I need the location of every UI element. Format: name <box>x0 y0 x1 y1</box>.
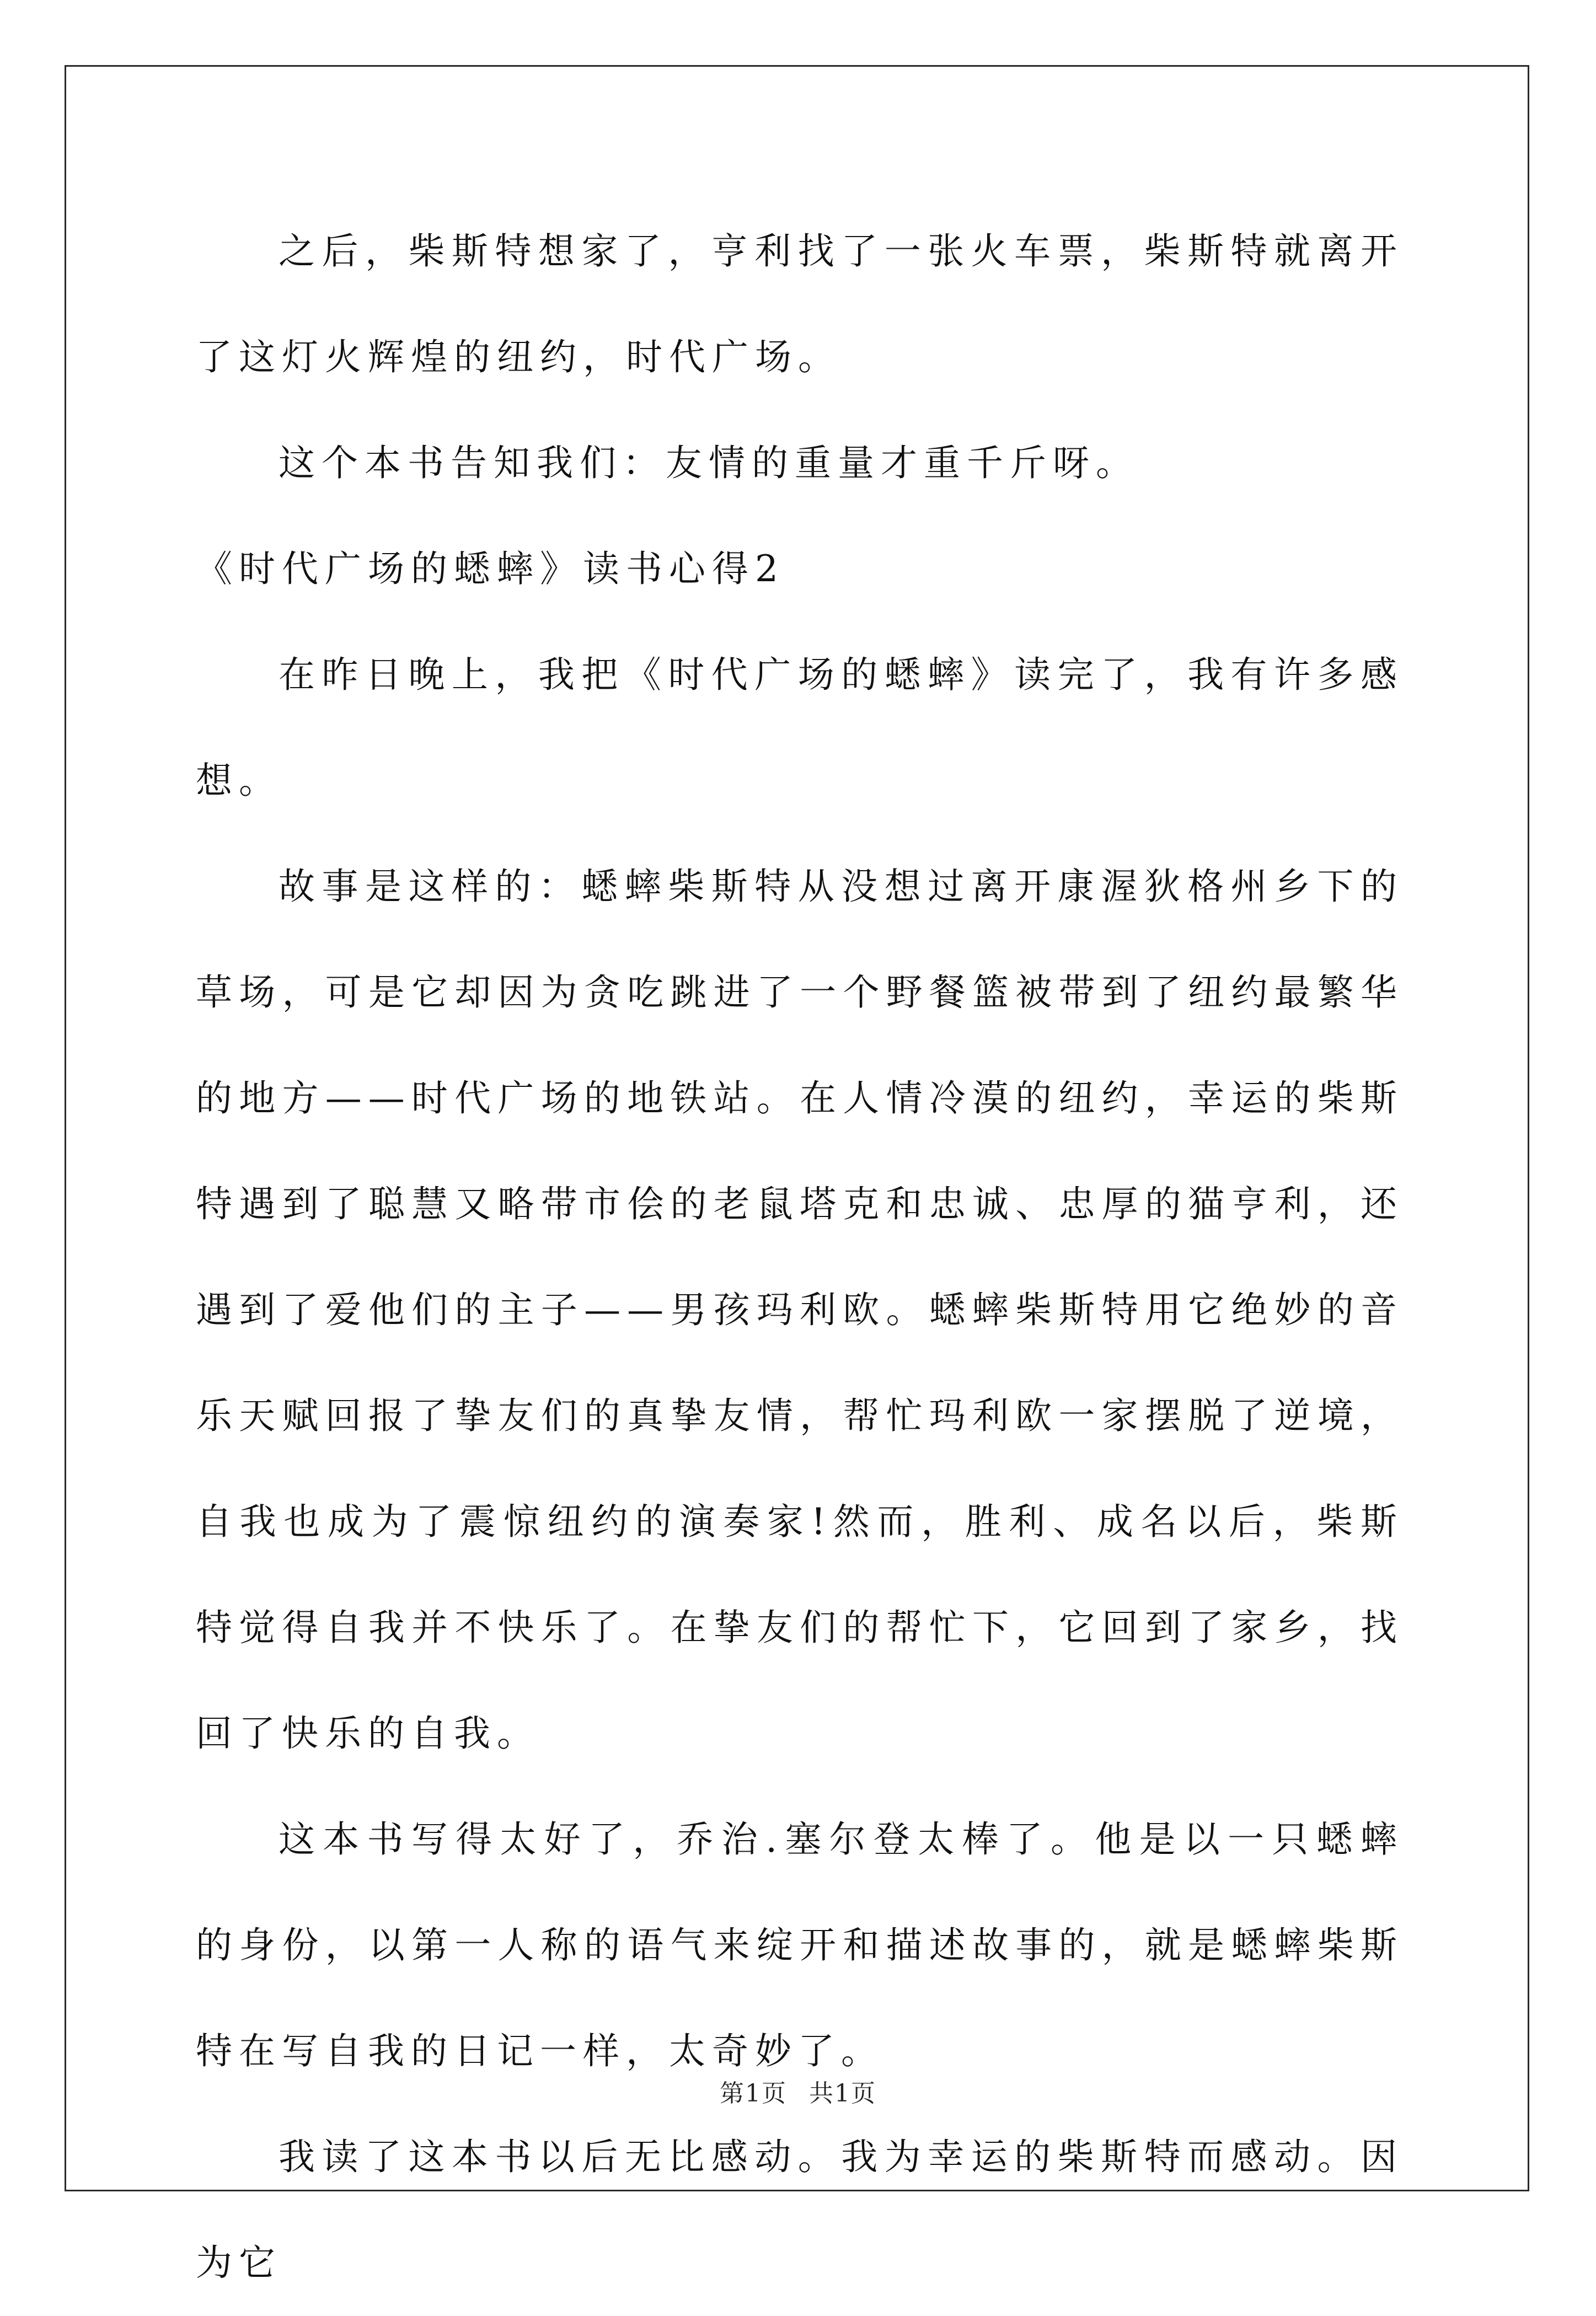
section-heading: 《时代广场的蟋蟀》读书心得2 <box>196 548 785 590</box>
page-number: 第1页 <box>720 2079 787 2108</box>
page-total: 共1页 <box>809 2079 876 2108</box>
paragraph-2: 这个本书告知我们：友情的重量才重千斤呀。 <box>279 442 1139 484</box>
paragraph-4: 故事是这样的：蟋蟀柴斯特从没想过离开康渥狄格州乡下的草场，可是它却因为贪吃跳进了一个野餐篮被带到了纽约最繁华的地方——时代广场的地铁站。在人情冷漠的纽约，幸运的柴斯特遇到了聪慧又略带市侩的老鼠塔克和忠诚、忠厚的猫亨利，还遇到了爱他们的主子——男孩玛利欧。蟋蟀柴斯特用它绝妙的音乐天赋回报了挚友们的真挚友情，帮忙玛利欧一家摆脱了逆境，自我也成为了震惊纽约的演奏家!然而，胜利、成名以后，柴斯特觉得自我并不快乐了。在挚友们的帮忙下，它回到了家乡，找回了快乐的自我。 <box>196 865 1404 1755</box>
paragraph-6: 我读了这本书以后无比感动。我为幸运的柴斯特而感动。因为它 <box>196 2136 1404 2284</box>
document-body <box>196 199 1404 2316</box>
paragraph-1: 之后，柴斯特想家了，亨利找了一张火车票，柴斯特就离开了这灯火辉煌的纽约，时代广场。 <box>196 230 1404 378</box>
paragraph-5: 这本书写得太好了，乔治.塞尔登太棒了。他是以一只蟋蟀的身份，以第一人称的语气来绽开和描述故事的，就是蟋蟀柴斯特在写自我的日记一样，太奇妙了。 <box>196 1818 1404 2072</box>
page-footer <box>0 2073 1596 2109</box>
paragraph-3: 在昨日晚上，我把《时代广场的蟋蟀》读完了，我有许多感想。 <box>196 653 1404 802</box>
